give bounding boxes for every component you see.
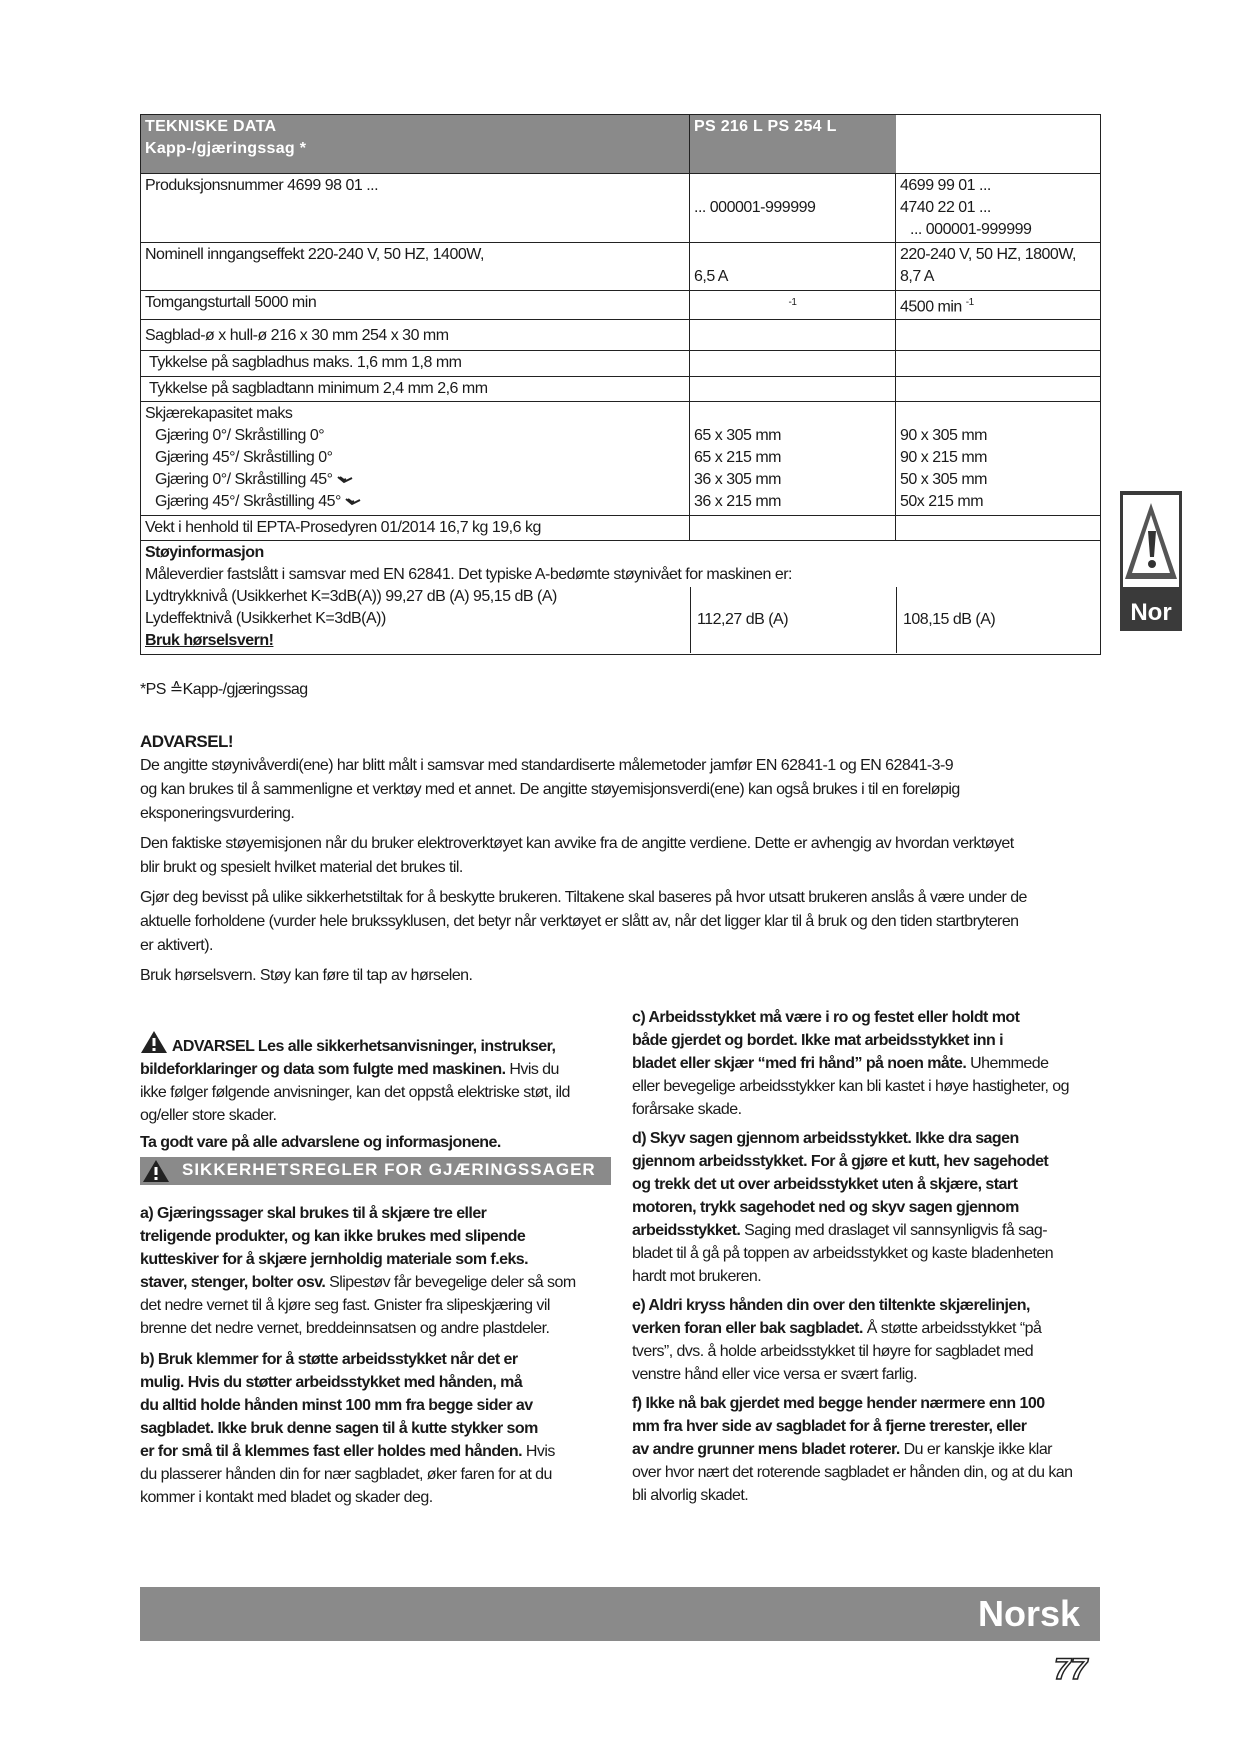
speed-c2-sup: -1	[788, 296, 797, 308]
capacity-label-cell	[141, 401, 690, 515]
power-c3-cell	[896, 243, 1101, 290]
rule-b-bold-line: du alltid holde hånden minst 100 mm fra begge sider av	[140, 1397, 533, 1414]
rule-d	[632, 1127, 1102, 1288]
thickness-body-c2-empty	[690, 351, 896, 376]
rule-d-bold-line: arbeidsstykket.	[632, 1222, 741, 1239]
table-row	[141, 290, 1101, 320]
prodnum-label: Produksjonsnummer 4699 98 01 ...	[141, 173, 690, 243]
warning-p1-line: og kan brukes til å sammenligne et verktøy med et annet. De angitte støyemisjonsverdi(ene) kan også brukes i til en foreløpig	[140, 781, 960, 798]
capacity-c3: 90 x 215 mm	[900, 448, 987, 466]
noise-divider-2	[896, 587, 897, 653]
blade-c3-empty	[896, 320, 1101, 351]
noise-divider-1	[690, 587, 691, 653]
warning-p3-line: Gjør deg bevisst på ulike sikkerhetstiltak for å beskytte brukeren. Tiltakene skal baseres på hvor utsatt brukeren anslås å være under de	[140, 889, 1027, 906]
prodnum-c3-1: 4699 99 01 ...	[900, 176, 991, 194]
rule-d-rest-line: Saging med draslaget vil sannsynligvis få sag-	[740, 1222, 1048, 1239]
rule-f-rest-line: Du er kanskje ikke klar	[899, 1441, 1052, 1458]
weight-c2-empty	[690, 515, 896, 540]
rule-d-rest-line: bladet til å gå på toppen av arbeidsstykket og kaste bladenheten	[632, 1245, 1054, 1262]
rule-b-bold-line: mulig. Hvis du støtter arbeidsstykket med hånden, må	[140, 1374, 523, 1391]
rule-e-rest-line: Å støtte arbeidsstykket “på	[862, 1320, 1042, 1337]
warning-p2-line: blir brukt og spesielt hvilket material det brukes til.	[140, 859, 463, 876]
rule-e-bold-line: e) Aldri kryss hånden din over den tiltenkte skjærelinjen,	[632, 1297, 1030, 1314]
warning-p1-line: eksponeringsvurdering.	[140, 805, 295, 822]
noise-pressure: Lydtrykknivå (Usikkerhet K=3dB(A)) 99,27 dB (A) 95,15 dB (A)	[145, 587, 557, 605]
capacity-c2: 65 x 215 mm	[694, 448, 781, 466]
page-number: 77	[1054, 1653, 1088, 1686]
rule-c-rest-line: eller bevegelige arbeidsstykker kan bli kastet i høye hastigheter, og	[632, 1078, 1069, 1095]
adv-rest-line: Hvis du	[505, 1061, 559, 1078]
warning-p2-line: Den faktiske støyemisjonen når du bruker elektroverktøyet kan avvike fra de angitte verdiene. Dette er avhengig av hvordan verktøyet	[140, 835, 1014, 852]
speed-c3: 4500 min	[900, 297, 962, 315]
rule-c-bold-line: c) Arbeidsstykket må være i ro og festet eller holdt mot	[632, 1009, 1020, 1026]
table-header-row	[141, 115, 1101, 174]
noise-intro: Måleverdier fastslått i samsvar med EN 62841. Det typiske A-bedømte støynivået for maskinen er:	[145, 565, 792, 583]
table-title: TEKNISKE DATA	[145, 118, 277, 135]
rule-d-bold-line: gjennom arbeidsstykket. For å gjøre et kutt, hev sagehodet	[632, 1153, 1049, 1170]
prodnum-c2: ... 000001-999999	[694, 198, 816, 216]
warning-triangle-icon	[1123, 495, 1179, 587]
capacity-c2: 36 x 305 mm	[694, 470, 781, 488]
rule-f-rest-line: over hvor nært det roterende sagbladet er hånden din, og at du kan	[632, 1464, 1073, 1481]
take-care: Ta godt vare på alle advarslene og informasjonene.	[140, 1134, 501, 1151]
bevel-icon	[337, 475, 353, 485]
language-side-tab	[1120, 491, 1182, 631]
left-column	[140, 1030, 615, 1154]
thickness-body-c3-empty	[896, 351, 1101, 376]
tech-data-table	[140, 114, 1101, 655]
right-column	[632, 1006, 1102, 1507]
capacity-c3: 50x 215 mm	[900, 492, 984, 510]
warning-p1-line: De angitte støynivåverdi(ene) har blitt målt i samsvar med standardiserte målemetoder jamfør EN 62841-1 og EN 62841-3-9	[140, 757, 954, 774]
rule-b-bold-line: er for små til å klemmes fast eller holdes med hånden.	[140, 1443, 523, 1460]
rule-e-rest-line: tvers”, dvs. å holde arbeidsstykket til høyre for sagbladet med	[632, 1343, 1034, 1360]
rule-b-bold-line: b) Bruk klemmer for å støtte arbeidsstykket når det er	[140, 1351, 518, 1368]
adv-bold-line: ADVARSEL Les alle sikkerhetsanvisninger, instrukser,	[171, 1038, 556, 1055]
warning-p1	[140, 754, 1100, 826]
adv-rest-line: ikke følger følgende anvisninger, kan det oppstå elektriske støt, ild	[140, 1084, 570, 1101]
rule-f-bold-line: av andre grunner mens bladet roterer.	[632, 1441, 900, 1458]
capacity-c2: 36 x 215 mm	[694, 492, 781, 510]
noise-power: Lydeffektnivå (Usikkerhet K=3dB(A))	[145, 609, 386, 627]
table-row	[141, 173, 1101, 243]
rule-d-bold-line: og trekk det ut over arbeidsstykket uten å skjære, start	[632, 1176, 1018, 1193]
warning-title: ADVARSEL!	[140, 732, 233, 751]
rule-d-bold-line: motoren, trykk sagehodet ned og skyv sagen gjennom	[632, 1199, 1019, 1216]
noise-title: Støyinformasjon	[145, 543, 264, 561]
prodnum-c2-cell	[690, 173, 896, 243]
table-header-empty	[896, 115, 1101, 174]
rule-c-rest-line: forårsake skade.	[632, 1101, 742, 1118]
rule-a	[140, 1202, 615, 1340]
table-models: PS 216 L PS 254 L	[690, 115, 896, 174]
prodnum-c3-cell	[896, 173, 1101, 243]
rule-b	[140, 1348, 615, 1509]
rule-a-bold-line: treligende produkter, og kan ikke brukes med slipende	[140, 1228, 526, 1245]
speed-c3-sup: -1	[965, 296, 974, 308]
rule-f-bold-line: f) Ikke nå bak gjerdet med begge hender nærmere enn 100	[632, 1395, 1045, 1412]
side-tab-label: Nor	[1130, 599, 1172, 626]
footnote: *PS ≙Kapp-/gjæringssag	[140, 681, 308, 698]
thickness-tooth-c2-empty	[690, 376, 896, 401]
capacity-c2: 65 x 305 mm	[694, 426, 781, 444]
power-c3-1: 220-240 V, 50 HZ, 1800W,	[900, 246, 1076, 264]
thickness-tooth-label: Tykkelse på sagbladtann minimum 2,4 mm 2,6 mm	[141, 376, 690, 401]
capacity-item-row	[145, 491, 685, 513]
capacity-item-label: Gjæring 45°/ Skråstilling 45°	[155, 492, 341, 510]
capacity-label: Skjærekapasitet maks	[145, 404, 293, 422]
table-row	[141, 515, 1101, 540]
capacity-c2-cell	[690, 401, 896, 515]
rule-e-bold-line: verken foran eller bak sagbladet.	[632, 1320, 863, 1337]
blade-c2-empty	[690, 320, 896, 351]
warning-p3-line: aktuelle forholdene (vurder hele brukssyklusen, det betyr når verktøyet er slått av, når det ligger klar til å bruk og den tiden startbryteren	[140, 913, 1019, 930]
table-row	[141, 401, 1101, 515]
blade-label: Sagblad-ø x hull-ø 216 x 30 mm 254 x 30 mm	[141, 320, 690, 351]
capacity-item-label: Gjæring 0°/ Skråstilling 45°	[155, 470, 333, 488]
rule-b-rest-line: du plasserer hånden din for nær sagbladet, øker faren for at du	[140, 1466, 552, 1483]
rule-f-bold-line: mm fra hver side av sagbladet for å fjerne trerester, eller	[632, 1418, 1027, 1435]
noise-ear: Bruk hørselsvern!	[145, 631, 274, 649]
rule-f	[632, 1392, 1102, 1507]
table-row	[141, 376, 1101, 401]
adv-paragraph	[140, 1030, 615, 1127]
thickness-body-label: Tykkelse på sagbladhus maks. 1,6 mm 1,8 mm	[141, 351, 690, 376]
noise-power-c2: 112,27 dB (A)	[697, 610, 789, 628]
rule-e	[632, 1294, 1102, 1386]
rule-d-bold-line: d) Skyv sagen gjennom arbeidsstykket. Ikke dra sagen	[632, 1130, 1019, 1147]
left-column-rules	[140, 1202, 615, 1509]
noise-power-c3: 108,15 dB (A)	[903, 610, 996, 628]
rule-a-rest-line: det nedre vernet til å kjøre seg fast. Gnister fra slipeskjæring vil	[140, 1297, 550, 1314]
rule-e-rest-line: venstre hånd eller vice versa er svært farlig.	[632, 1366, 918, 1383]
warning-icon	[140, 1030, 168, 1054]
power-c2: 6,5 A	[694, 268, 728, 286]
bevel-icon	[345, 497, 361, 507]
capacity-c3: 50 x 305 mm	[900, 470, 987, 488]
warning-p3-line: er aktivert).	[140, 937, 213, 954]
noise-row	[141, 540, 1101, 654]
warning-p4: Bruk hørselsvern. Støy kan føre til tap av hørselen.	[140, 967, 473, 984]
rule-b-rest-line: Hvis	[522, 1443, 555, 1460]
rule-a-bold-line: staver, stenger, bolter osv.	[140, 1274, 326, 1291]
rule-c-bold-line: både gjerdet og bordet. Ikke mat arbeidsstykket inn i	[632, 1032, 1003, 1049]
rule-a-rest-line: Slipestøv får bevegelige deler så som	[325, 1274, 576, 1291]
table-row	[141, 320, 1101, 351]
capacity-item-label: Gjæring 0°/ Skråstilling 0°	[155, 426, 325, 444]
section-heading-bar	[140, 1157, 611, 1185]
table-title-cell	[141, 115, 690, 174]
power-c2-cell	[690, 243, 896, 290]
warning-p2	[140, 832, 1100, 880]
weight-c3-empty	[896, 515, 1101, 540]
adv-rest-line: og/eller store skader.	[140, 1107, 277, 1124]
table-subtitle: Kapp-/gjæringssag *	[145, 140, 307, 157]
noise-cell	[141, 540, 1101, 654]
warning-block	[140, 730, 1100, 988]
rule-a-bold-line: kutteskiver for å skjære jernholdig materiale som f.eks.	[140, 1251, 529, 1268]
rule-d-rest-line: hardt mot brukeren.	[632, 1268, 762, 1285]
footer-language-bar	[140, 1587, 1100, 1641]
section-heading: SIKKERHETSREGLER FOR GJÆRINGSSAGER	[182, 1160, 596, 1179]
rule-a-bold-line: a) Gjæringssager skal brukes til å skjære tre eller	[140, 1205, 487, 1222]
speed-label: Tomgangsturtall 5000 min	[141, 290, 690, 320]
rule-b-rest-line: kommer i kontakt med bladet og skader deg.	[140, 1489, 433, 1506]
table-row	[141, 243, 1101, 290]
rule-c	[632, 1006, 1102, 1121]
capacity-item-label: Gjæring 45°/ Skråstilling 0°	[155, 448, 333, 466]
capacity-item-row	[145, 469, 685, 491]
table-row	[141, 351, 1101, 376]
prodnum-c3-2: 4740 22 01 ...	[900, 198, 991, 216]
power-label: Nominell inngangseffekt 220-240 V, 50 HZ, 1400W,	[141, 243, 690, 290]
speed-c3-cell	[896, 290, 1101, 320]
adv-bold-line: bildeforklaringer og data som fulgte med maskinen.	[140, 1061, 506, 1078]
power-c3-2: 8,7 A	[900, 268, 934, 286]
rule-c-rest-line: Uhemmede	[966, 1055, 1049, 1072]
rule-c-bold-line: bladet eller skjær “med fri hånd” på noen måte.	[632, 1055, 967, 1072]
capacity-c3-cell	[896, 401, 1101, 515]
rule-f-rest-line: bli alvorlig skadet.	[632, 1487, 749, 1504]
capacity-c3: 90 x 305 mm	[900, 426, 987, 444]
weight-label: Vekt i henhold til EPTA-Prosedyren 01/2014 16,7 kg 19,6 kg	[141, 515, 690, 540]
warning-icon	[142, 1159, 170, 1183]
warning-p3	[140, 886, 1100, 958]
footer-language: Norsk	[977, 1593, 1080, 1634]
rule-b-bold-line: sagbladet. Ikke bruk denne sagen til å kutte stykker som	[140, 1420, 538, 1437]
prodnum-c3-3: ... 000001-999999	[910, 220, 1032, 238]
speed-c2-cell	[690, 290, 896, 320]
rule-a-rest-line: brenne det nedre vernet, breddeinnsatsen og andre plastdeler.	[140, 1320, 550, 1337]
thickness-tooth-c3-empty	[896, 376, 1101, 401]
